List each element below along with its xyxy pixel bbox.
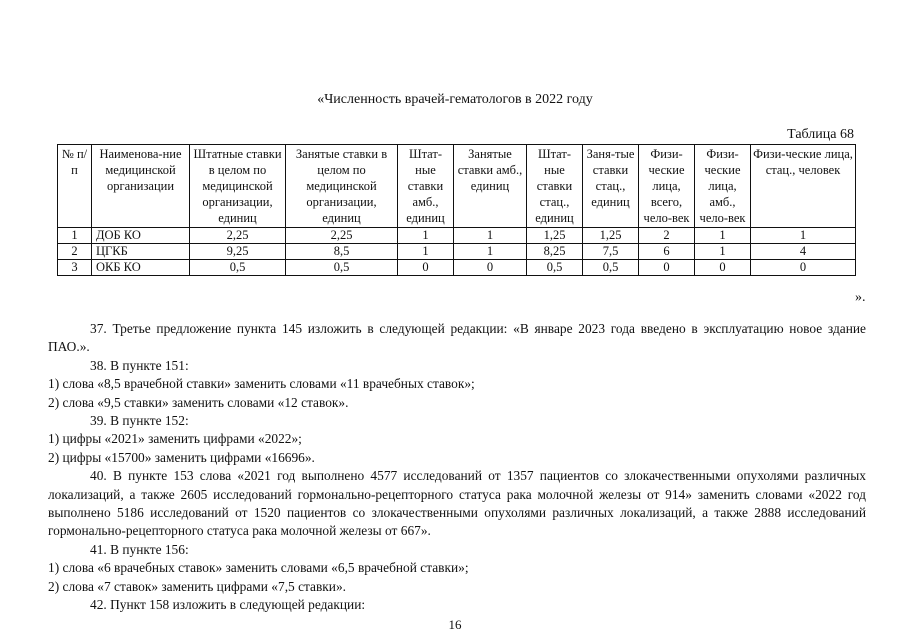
table-cell: 1 bbox=[454, 244, 527, 260]
paragraph: 2) цифры «15700» заменить цифрами «16696». bbox=[48, 449, 315, 465]
table-header bbox=[58, 145, 856, 228]
table-cell: 0 bbox=[639, 260, 695, 276]
paragraph: 37. Третье предложение пункта 145 изложить в следующей редакции: «В январе 2023 года введено в эксплуатацию новое здание ПАО.». bbox=[48, 321, 866, 355]
paragraph: 2) слова «9,5 ставки» заменить словами «12 ставок». bbox=[48, 394, 349, 410]
table-cell: 6 bbox=[639, 244, 695, 260]
body-text bbox=[48, 320, 866, 615]
column-header: Наименова-ние медицинской организации bbox=[92, 145, 190, 228]
physicians-table bbox=[57, 144, 856, 276]
table-cell: 9,25 bbox=[190, 244, 286, 260]
table-cell: 8,25 bbox=[527, 244, 583, 260]
page-number: 16 bbox=[448, 617, 462, 632]
table-cell: 1,25 bbox=[527, 228, 583, 244]
table-row bbox=[58, 244, 856, 260]
table-label: Таблица 68 bbox=[787, 127, 854, 142]
column-header: Физи-ческие лица, амб., чело-век bbox=[695, 145, 751, 228]
column-header: Штат-ные ставки стац., единиц bbox=[527, 145, 583, 228]
table-cell: 1,25 bbox=[583, 228, 639, 244]
table-cell: 2,25 bbox=[190, 228, 286, 244]
table-cell: 1 bbox=[398, 244, 454, 260]
column-header: Физи-ческие лица, стац., человек bbox=[751, 145, 856, 228]
table-cell: 1 bbox=[695, 244, 751, 260]
table-cell: 0 bbox=[751, 260, 856, 276]
header-row bbox=[58, 145, 856, 228]
table-body bbox=[58, 228, 856, 276]
paragraph: 1) слова «8,5 врачебной ставки» заменить словами «11 врачебных ставок»; bbox=[48, 376, 475, 392]
closing-quote: ». bbox=[855, 290, 866, 305]
column-header: Занятые ставки амб., единиц bbox=[454, 145, 527, 228]
table-cell: 4 bbox=[751, 244, 856, 260]
table-cell: 1 bbox=[58, 228, 92, 244]
table-cell: ОКБ КО bbox=[92, 260, 190, 276]
table-row bbox=[58, 260, 856, 276]
table-row bbox=[58, 228, 856, 244]
table-cell: ДОБ КО bbox=[92, 228, 190, 244]
table-cell: 0,5 bbox=[286, 260, 398, 276]
column-header: Занятые ставки в целом по медицинской организации, единиц bbox=[286, 145, 398, 228]
table-cell: 8,5 bbox=[286, 244, 398, 260]
paragraph: 42. Пункт 158 изложить в следующей редакции: bbox=[90, 597, 366, 613]
column-header: № п/п bbox=[58, 145, 92, 228]
column-header: Штат-ные ставки амб., единиц bbox=[398, 145, 454, 228]
table-cell: 1 bbox=[398, 228, 454, 244]
column-header: Заня-тые ставки стац., единиц bbox=[583, 145, 639, 228]
paragraph: 41. В пункте 156: bbox=[90, 541, 189, 557]
column-header: Физи-ческие лица, всего, чело-век bbox=[639, 145, 695, 228]
column-header: Штатные ставки в целом по медицинской организации, единиц bbox=[190, 145, 286, 228]
paragraph: 38. В пункте 151: bbox=[90, 357, 189, 373]
paragraph: 2) слова «7 ставок» заменить цифрами «7,5 ставки». bbox=[48, 578, 347, 594]
document-title: «Численность врачей-гематологов в 2022 году bbox=[317, 92, 593, 107]
table-cell: 1 bbox=[751, 228, 856, 244]
table-cell: 0,5 bbox=[527, 260, 583, 276]
paragraph: 40. В пункте 153 слова «2021 год выполнено 4577 исследований от 1357 пациентов со злокачественными опухолями различных локализаций, а также 2605 исследований гормонально-рецепторного статуса рака молочной железы от 914» заменить словами «2022 год выполнено 5186 исследований от 1520 пациентов со злокачественными опухолями различных локализаций, а также 2888 исследований гормонально-рецепторного статуса рака молочной железы от 667». bbox=[48, 468, 866, 539]
table-cell: 0,5 bbox=[190, 260, 286, 276]
table-cell: 1 bbox=[695, 228, 751, 244]
table-cell: ЦГКБ bbox=[92, 244, 190, 260]
table-cell: 0 bbox=[398, 260, 454, 276]
table-cell: 2,25 bbox=[286, 228, 398, 244]
paragraph: 39. В пункте 152: bbox=[90, 413, 189, 429]
table-cell: 2 bbox=[639, 228, 695, 244]
table-cell: 0 bbox=[695, 260, 751, 276]
table-cell: 0 bbox=[454, 260, 527, 276]
table-cell: 2 bbox=[58, 244, 92, 260]
table-cell: 1 bbox=[454, 228, 527, 244]
paragraph: 1) цифры «2021» заменить цифрами «2022»; bbox=[48, 431, 302, 447]
table-cell: 0,5 bbox=[583, 260, 639, 276]
paragraph: 1) слова «6 врачебных ставок» заменить словами «6,5 врачебной ставки»; bbox=[48, 560, 469, 576]
table-cell: 3 bbox=[58, 260, 92, 276]
table-cell: 7,5 bbox=[583, 244, 639, 260]
